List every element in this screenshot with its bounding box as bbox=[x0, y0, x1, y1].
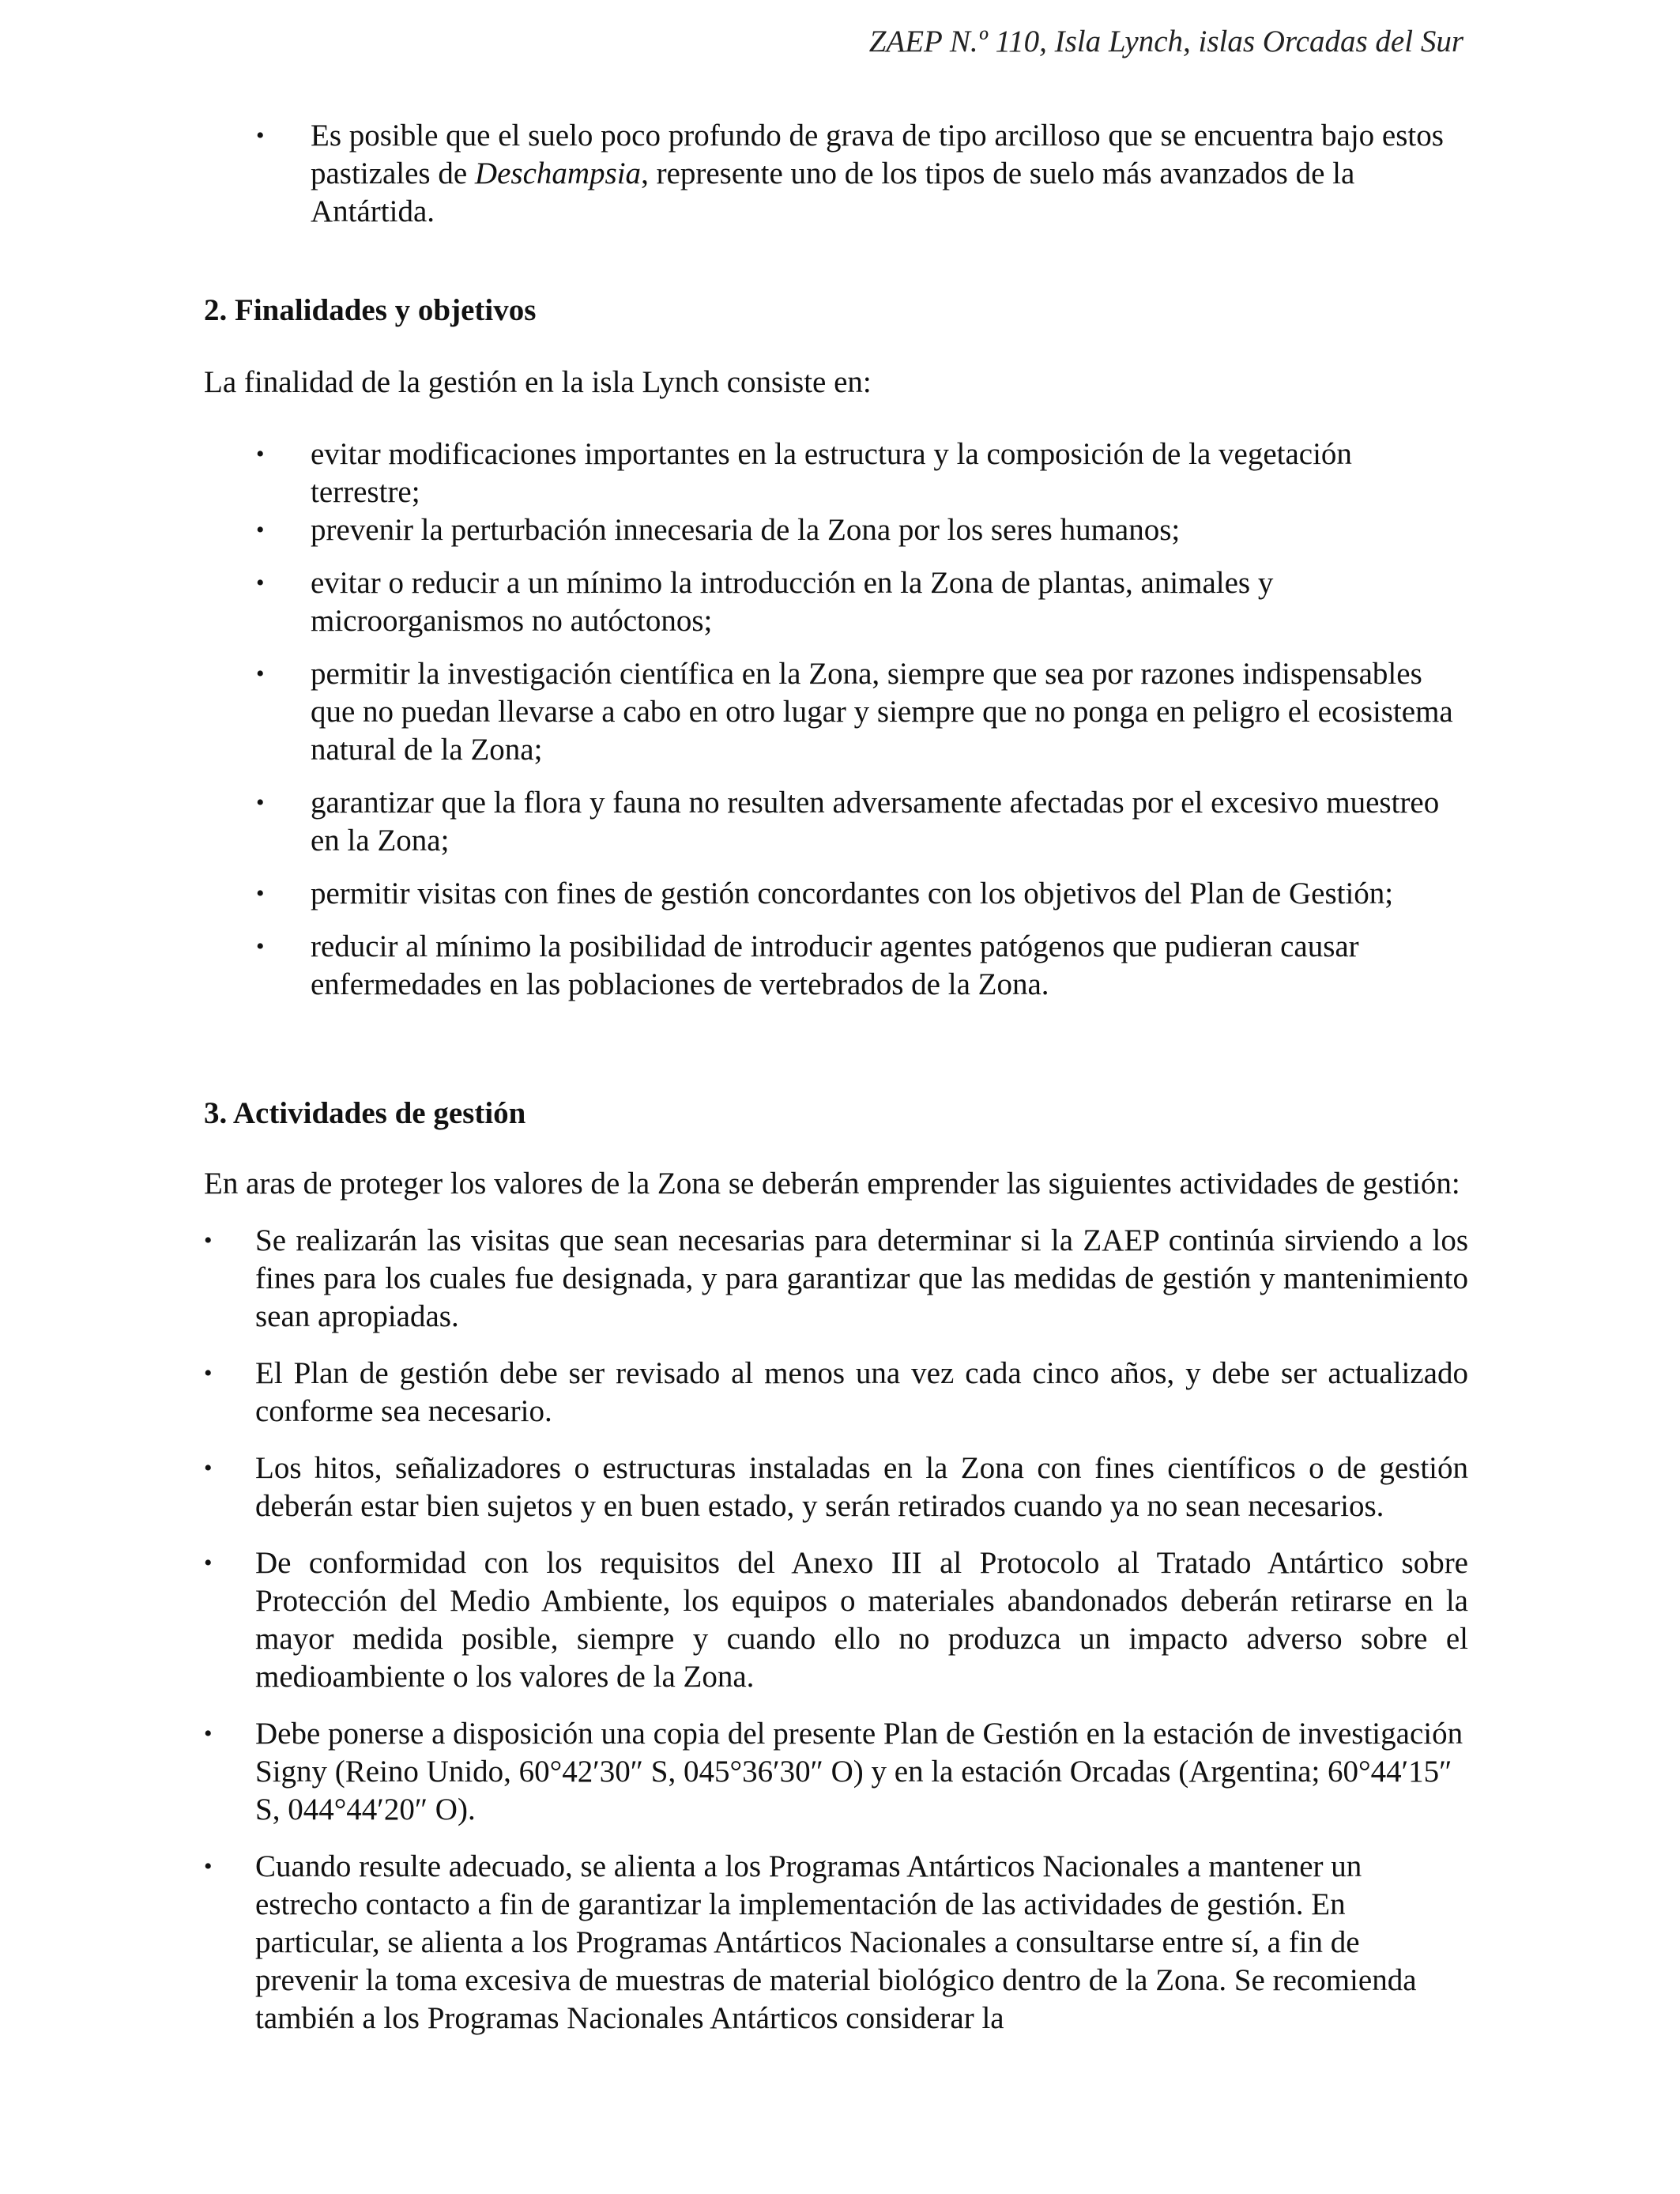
intro-bullet-text-after: , represente uno de los tipos de suelo más avanzados de la Antártida. bbox=[311, 156, 1355, 228]
objectives-list bbox=[204, 435, 1468, 1004]
management-activities-list bbox=[204, 1222, 1468, 2038]
page-content bbox=[204, 117, 1468, 2056]
list-item bbox=[204, 655, 1468, 769]
bullet-icon: • bbox=[256, 880, 265, 907]
list-item bbox=[204, 1449, 1468, 1525]
section-3-intro: En aras de proteger los valores de la Zona se deberán emprender las siguientes actividades de gestión: bbox=[204, 1167, 1460, 1201]
bullet-icon: • bbox=[204, 1227, 213, 1253]
activity-text: El Plan de gestión debe ser revisado al menos una vez cada cinco años, y debe ser actualizado conforme sea necesario. bbox=[255, 1356, 1468, 1428]
bullet-icon: • bbox=[256, 933, 265, 959]
bullet-icon: • bbox=[204, 1455, 213, 1481]
list-item bbox=[204, 784, 1468, 860]
list-item bbox=[204, 1355, 1468, 1431]
list-item bbox=[204, 1222, 1468, 1336]
list-item bbox=[204, 117, 1468, 231]
list-item bbox=[204, 1848, 1468, 2038]
list-item bbox=[204, 875, 1468, 913]
bullet-icon: • bbox=[256, 441, 265, 467]
objective-text: evitar o reducir a un mínimo la introducción en la Zona de plantas, animales y microorganismos no autóctonos; bbox=[311, 566, 1274, 638]
bullet-icon: • bbox=[204, 1721, 213, 1747]
objective-text: permitir la investigación científica en la Zona, siempre que sea por razones indispensables que no puedan llevarse a cabo en otro lugar y siempre que no ponga en peligro el ecosistema natural de la Zona; bbox=[311, 657, 1453, 767]
species-name-italic: Deschampsia bbox=[474, 156, 642, 190]
list-item bbox=[204, 928, 1468, 1004]
bullet-icon: • bbox=[204, 1853, 213, 1879]
bullet-icon: • bbox=[256, 790, 265, 816]
bullet-icon: • bbox=[256, 517, 265, 543]
list-item bbox=[204, 511, 1468, 549]
section-3-heading: 3. Actividades de gestión bbox=[204, 1096, 526, 1130]
bullet-icon: • bbox=[256, 570, 265, 596]
bullet-icon: • bbox=[256, 123, 265, 149]
objective-text: evitar modificaciones importantes en la estructura y la composición de la vegetación terrestre; bbox=[311, 437, 1352, 509]
activity-text: Debe ponerse a disposición una copia del presente Plan de Gestión en la estación de investigación Signy (Reino Unido, 60°42′30″ S, 045°36′30″ O) y en la estación Orcadas (Argentina; 60°44′15″ S, 044°44′20″ O). bbox=[255, 1717, 1463, 1826]
activity-text: Los hitos, señalizadores o estructuras instaladas en la Zona con fines científicos o de gestión deberán estar bien sujetos y en buen estado, y serán retirados cuando ya no sean necesarios. bbox=[255, 1451, 1468, 1523]
intro-bullet-list bbox=[204, 117, 1468, 231]
list-item bbox=[204, 1544, 1468, 1696]
bullet-icon: • bbox=[204, 1360, 213, 1386]
activity-text: Se realizarán las visitas que sean necesarias para determinar si la ZAEP continúa sirviendo a los fines para los cuales fue designada, y para garantizar que las medidas de gestión y mantenimiento sean apropiadas. bbox=[255, 1223, 1468, 1333]
activity-text: Cuando resulte adecuado, se alienta a los Programas Antárticos Nacionales a mantener un estrecho contacto a fin de garantizar la implementación de las actividades de gestión. En particular, se alienta a los Programas Antárticos Nacionales a consultarse entre sí, a fin de prevenir la toma excesiva de muestras de material biológico dentro de la Zona. Se recomienda también a los Programas Nacionales Antárticos considerar la bbox=[255, 1849, 1417, 2035]
list-item bbox=[204, 564, 1468, 640]
section-2-intro: La finalidad de la gestión en la isla Lynch consiste en: bbox=[204, 365, 872, 399]
intro-bullet-text-before: Es posible que el suelo poco profundo de grava de tipo arcilloso que se encuentra bajo estos pastizales de bbox=[311, 119, 1444, 190]
objective-text: reducir al mínimo la posibilidad de introducir agentes patógenos que pudieran causar enfermedades en las poblaciones de vertebrados de la Zona. bbox=[311, 929, 1359, 1001]
objective-text: garantizar que la flora y fauna no resulten adversamente afectadas por el excesivo muestreo en la Zona; bbox=[311, 786, 1440, 858]
list-item bbox=[204, 1715, 1468, 1829]
section-2-heading: 2. Finalidades y objetivos bbox=[204, 293, 537, 327]
bullet-icon: • bbox=[256, 661, 265, 687]
running-header: ZAEP N.º 110, Isla Lynch, islas Orcadas del Sur bbox=[868, 25, 1463, 58]
list-item bbox=[204, 435, 1468, 511]
objective-text: prevenir la perturbación innecesaria de la Zona por los seres humanos; bbox=[311, 513, 1181, 547]
objective-text: permitir visitas con fines de gestión concordantes con los objetivos del Plan de Gestión; bbox=[311, 876, 1394, 910]
activity-text: De conformidad con los requisitos del Anexo III al Protocolo al Tratado Antártico sobre Protección del Medio Ambiente, los equipos o materiales abandonados deberán retirarse en la mayor medida posible, siempre y cuando ello no produzca un impacto adverso sobre el medioambiente o los valores de la Zona. bbox=[255, 1546, 1468, 1694]
bullet-icon: • bbox=[204, 1550, 213, 1576]
